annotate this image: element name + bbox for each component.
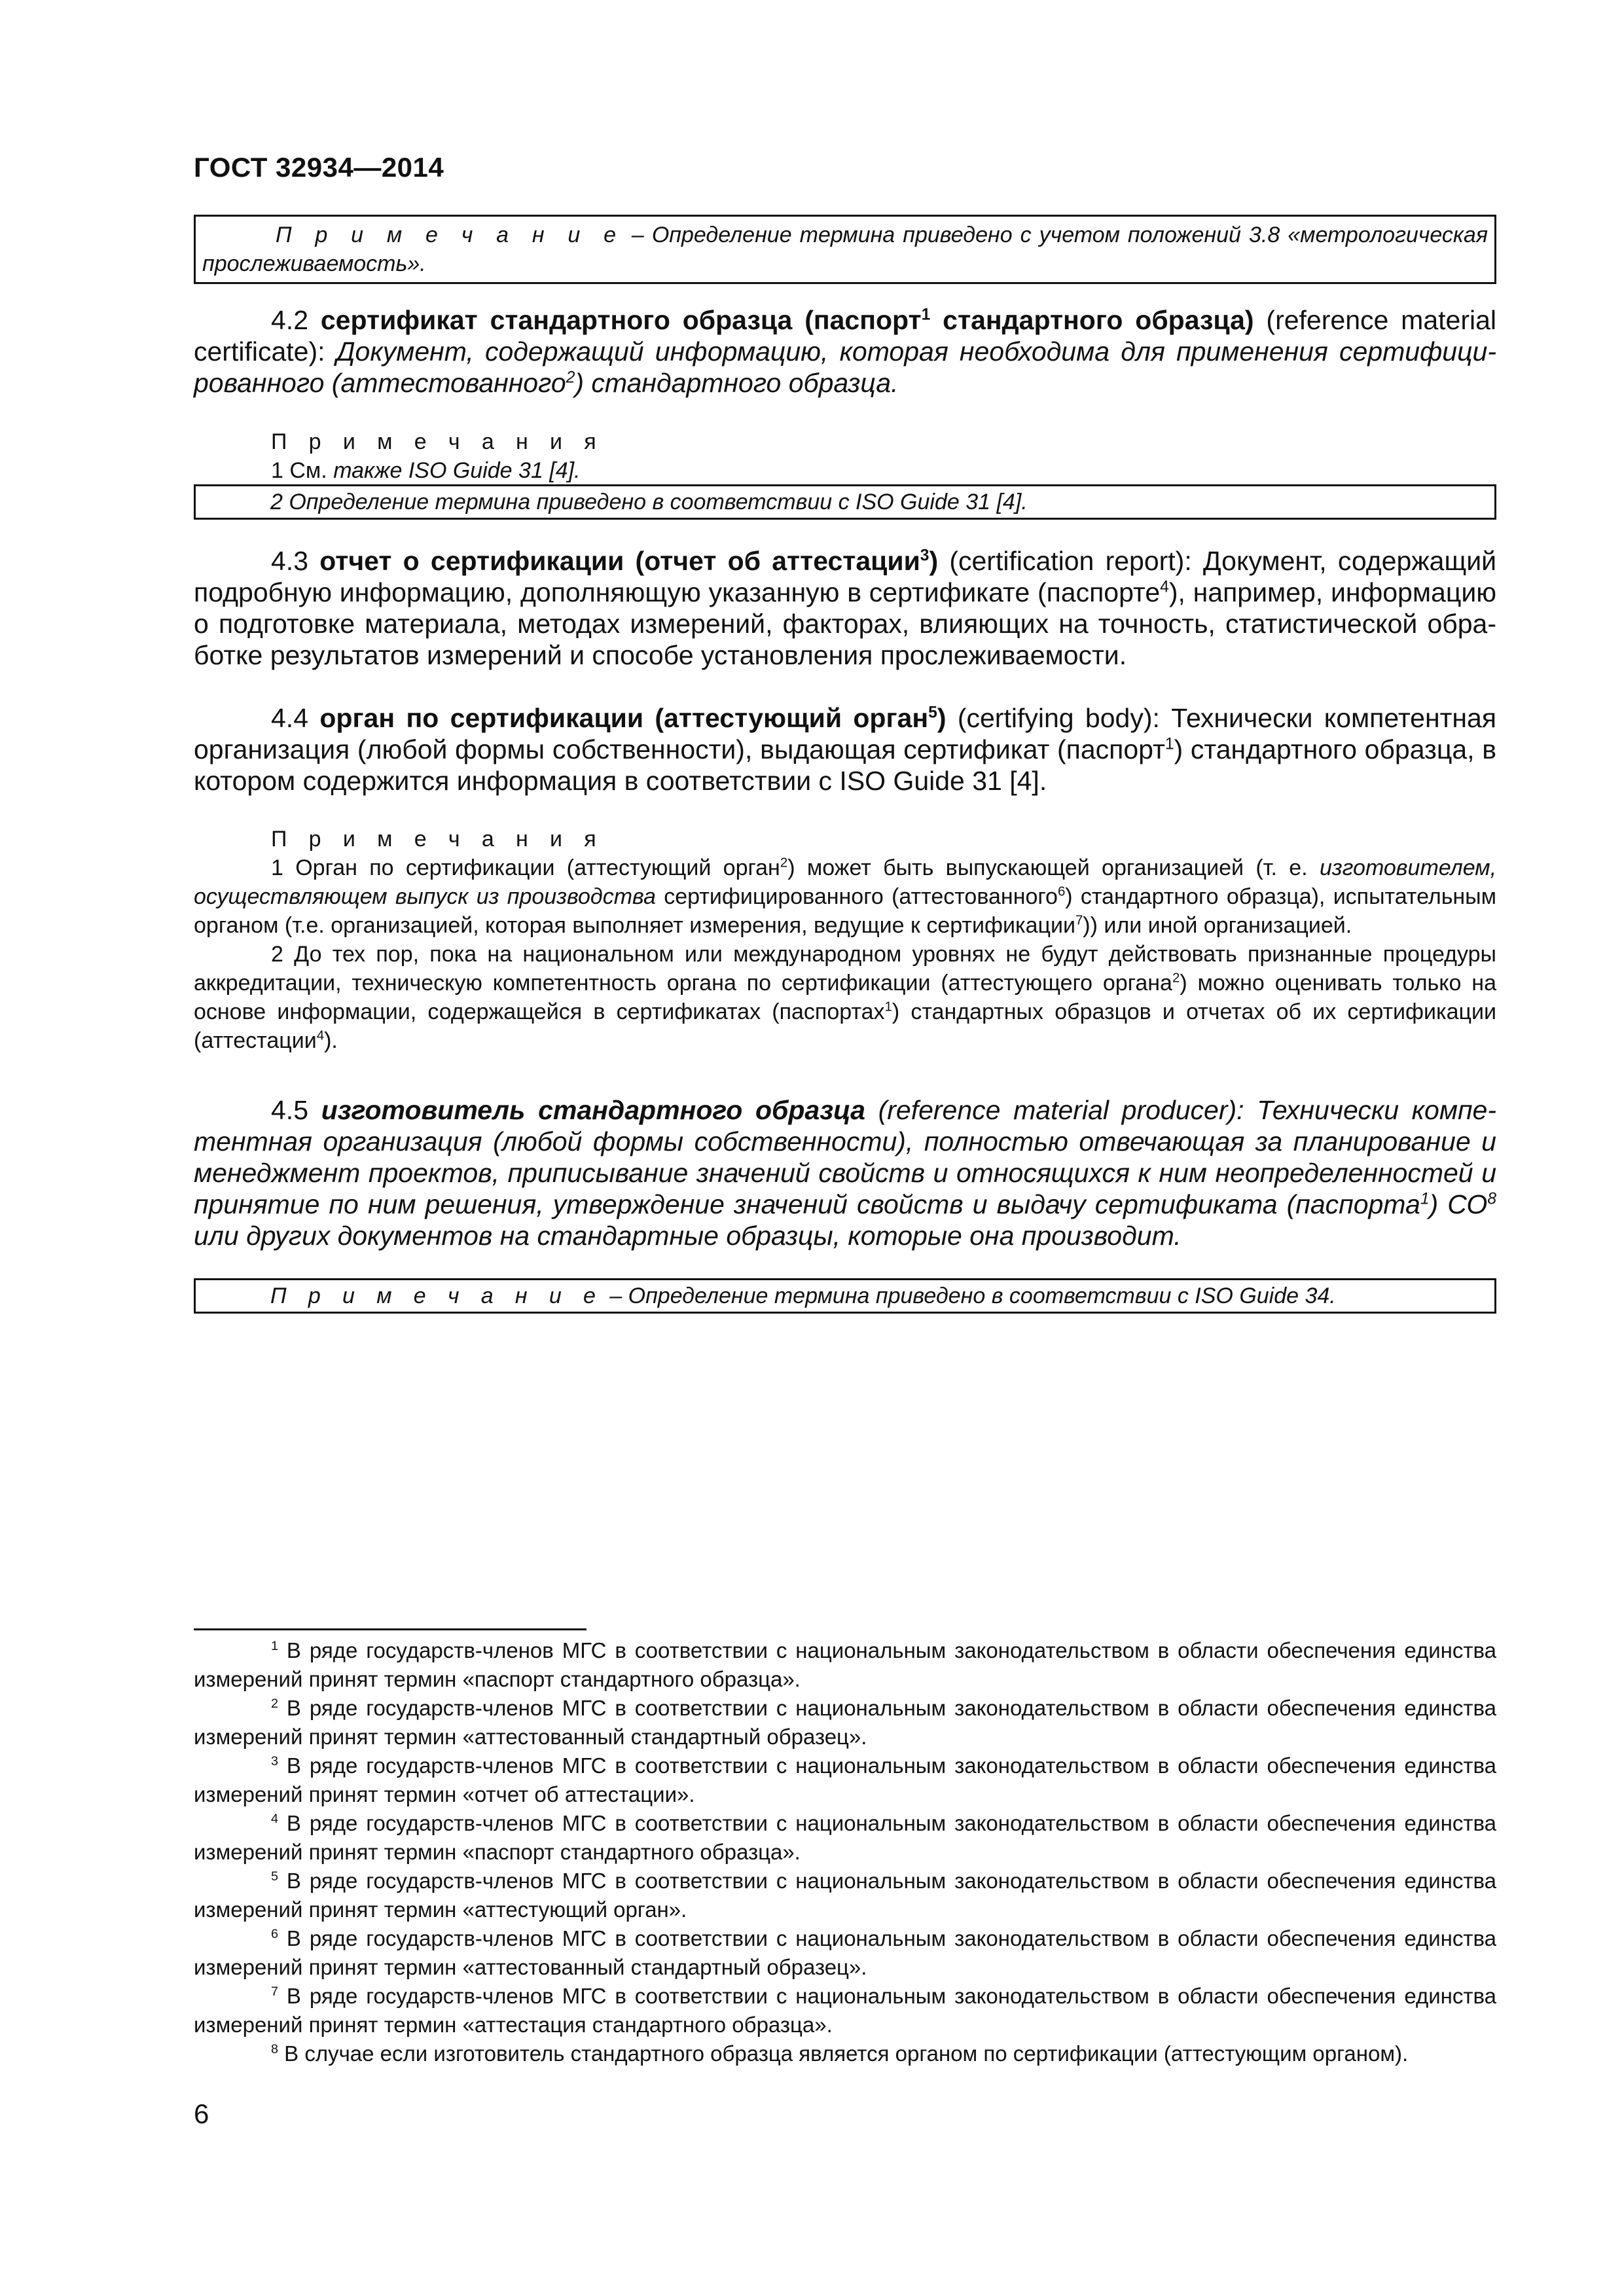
footnote-5: $^5$ В ряде государств-членов МГС в соответствии с национальным законодательством в области обеспечения единства измерений принят термин «аттестующий орган». [194,1869,1496,1922]
term-4-3 [194,545,1496,671]
term-name: изготовитель стандартного образца [321,1095,865,1125]
footnote-8: $^8$ В случае если изготовитель стандартного образца является органом по сертификации (аттестующим органом). [271,2041,1409,2066]
term-definition: (certifying body): Технически компетентная организация (любой формы собственности), выдающая сертификат (паспорт$^1$) стандартного образца, в котором содержится информация в соответствии с ISO Guide 31 [4]. [194,703,1497,796]
footnote-ref: 1 [1420,1190,1430,1208]
footnote-ref: 2 [566,368,575,387]
note-box-top [194,215,1496,284]
clause-number: 4.3 [271,546,320,576]
term-4-5 [194,1094,1496,1251]
term-definition: (reference material producer): Технически компетентная организация (любой формы собственности), полностью отвечающая за планирование и менеджмент проектов, приписывание значений свойств и относящихся к ним неопределенностей и принятие по ним решения, утверждение значений свойств и выдачу сертификата (паспорта$^1$) $СО^8$ или других документов на стандартные образцы, которые она производит. [194,1095,1496,1251]
note-text: – Определение термина приведено с учетом положений 3.8 «метрологическая прослеживаемость». [202,223,1489,276]
clause-number: 4.2 [271,305,321,335]
note-box-bottom [194,1278,1496,1314]
footnote-1: $^1$ В ряде государств-членов МГС в соответствии с национальным законодательством в области обеспечения единства измерений принят термин «паспорт стандартного образца». [194,1638,1496,1691]
note-1: 1 Орган по сертификации (аттестующий орган$^2$) может быть выпускающей организацией (т. е. изготовителем, осуществляющем выпуск из производства сертифицированного (аттестованного$^6$) стандартного образца), испытательным органом (т.е. организацией, которая выполняет измерения, ведущие к сертификации$^7$)) или иной организацией. [194,855,1497,938]
footnote-ref: 1 [1164,735,1174,753]
term-name: отчет о сертификации (отчет об аттестации$^3$) [319,546,939,576]
notes-4-4 [194,825,1496,1055]
term-name: орган по сертификации (аттестующий орган$^5$) [319,703,947,733]
footnote-ref: 1 [921,306,931,324]
note-2: 2 До тех пор, пока на национальном или международном уровнях не будут действовать признанные процедуры аккредитации, техническую компетентность органа по сертификации (аттестующего органа$^2$) можно оценивать только на основе информации, содержащейся в сертификатах (паспортах$^1$) стандартных образцов и отчетах об их сертификации (аттестации$^4$). [194,942,1497,1053]
term-definition: Документ, содержащий информацию, которая необходима для применения сертифицированного (аттестованного$^2$) стандартного образца. [194,336,1496,398]
footnote-ref: 8 [1487,1190,1496,1208]
page-number: 6 [194,2098,209,2129]
footnote-ref: 4 [1160,578,1169,596]
note-label: П р и м е ч а н и е [276,223,624,247]
footnote-3: $^3$ В ряде государств-членов МГС в соответствии с национальным законодательством в области обеспечения единства измерений принят термин «отчет об аттестации». [194,1753,1496,1806]
term-4-2 [194,304,1496,399]
footnote-4: $^4$ В ряде государств-членов МГС в соответствии с национальным законодательством в области обеспечения единства измерений принят термин «паспорт стандартного образца». [194,1811,1496,1864]
footnote-2: $^2$ В ряде государств-членов МГС в соответствии с национальным законодательством в области обеспечения единства измерений принят термин «аттестованный стандартный образец». [194,1696,1496,1749]
note-2: 2 Определение термина приведено в соответствии с ISO Guide 31 [4]. [270,490,1028,514]
term-definition: (certification report): Документ, содержащий подробную информацию, дополняющую указанную в сертификате (паспорте$^4$), например, информацию о подготовке материала, методах измерений, факторах, влияющих на точность, статистической обработке результатов измерений и способе установления прослеживаемости. [194,546,1497,670]
footnote-6: $^6$ В ряде государств-членов МГС в соответствии с национальным законодательством в области обеспечения единства измерений принят термин «аттестованный стандартный образец». [194,1926,1496,1979]
note-label: П р и м е ч а н и е [270,1283,604,1308]
document-header: ГОСТ 32934—2014 [194,152,444,183]
footnote-ref: 5 [928,704,937,722]
term-english: (reference material certificate): [194,305,1496,367]
footnote-7: $^7$ В ряде государств-членов МГС в соответствии с национальным законодательством в области обеспечения единства измерений принят термин «аттестация стандартного образца». [194,1984,1496,2037]
footnote-ref: 3 [920,547,929,565]
footnote-separator [194,1628,586,1630]
note-text: – Определение термина приведено в соответствии с ISO Guide 34. [603,1283,1336,1308]
note-box-4-2 [194,484,1496,520]
notes-label: П р и м е ч а н и я [271,429,604,454]
term-4-4 [194,702,1496,797]
clause-number: 4.4 [271,703,320,733]
notes-4-2 [194,427,1496,485]
clause-number: 4.5 [271,1095,321,1125]
term-name: сертификат стандартного образца (паспорт$^1$ стандартного образца) [320,305,1254,335]
notes-label: П р и м е ч а н и я [271,827,604,852]
note-1: 1 См. также ISO Guide 31 [4]. [271,458,581,483]
